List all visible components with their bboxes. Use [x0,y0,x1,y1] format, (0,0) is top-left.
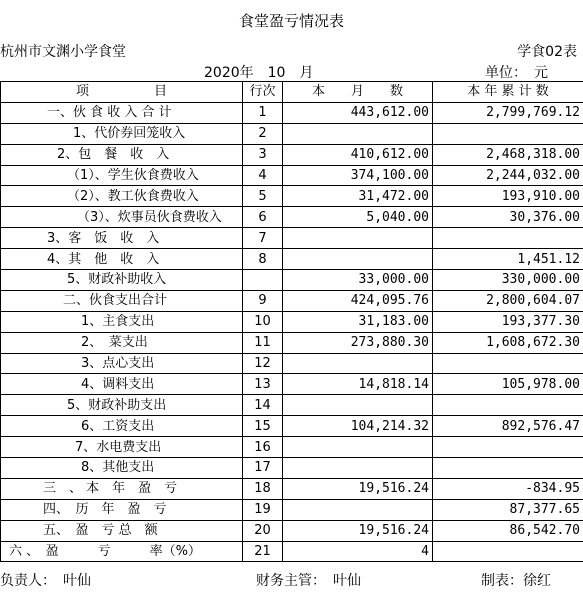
row-year-value: 30,376.00 [433,207,583,228]
unit-label: 单位： 元 [485,65,548,81]
row-year-value [433,228,583,249]
organization-name: 杭州市文渊小学食堂 [0,44,126,60]
form-code: 学食02表 [517,44,577,60]
row-number: 10 [243,311,283,332]
row-number: 9 [243,290,283,311]
row-item-label: 四、 历 年 盈 亏 [1,499,243,520]
column-header-year: 本 年 累 计 数 [433,82,583,103]
row-year-value [433,541,583,562]
row-item-label: 8、其他支出 [1,458,243,479]
row-item-label: 二、伙食支出合计 [1,290,243,311]
row-year-value: 2,244,032.00 [433,165,583,186]
row-month-value [283,249,433,270]
row-item-label: （2）、教工伙食费收入 [1,186,243,207]
row-item-label: 1、代价券回笼收入 [1,123,243,144]
row-item-label: 4、其 他 收 入 [1,249,243,270]
table-row [1,270,583,291]
row-month-value [283,458,433,479]
row-number: 7 [243,228,283,249]
row-number: 8 [243,249,283,270]
row-item-label: 三 、 本 年 盈 亏 [1,478,243,499]
row-number: 18 [243,478,283,499]
table-row [1,186,583,207]
row-year-value: 86,542.70 [433,520,583,541]
row-month-value: 374,100.00 [283,165,433,186]
row-month-value [283,123,433,144]
report-date: 2020年 10 月 [204,65,314,81]
table-row [1,416,583,437]
row-item-label: 1、主食支出 [1,311,243,332]
table-row [1,374,583,395]
report-title: 食堂盈亏情况表 [238,12,344,30]
row-item-label: 六 、 盈 亏 率（%） [1,541,243,562]
table-row [1,290,583,311]
table-row [1,541,583,562]
row-year-value: 1,451.12 [433,249,583,270]
row-number: 11 [243,332,283,353]
responsible-person: 负责人： 叶仙 [0,573,91,589]
row-number: 13 [243,374,283,395]
table-row [1,478,583,499]
row-month-value: 4 [283,541,433,562]
row-number: 17 [243,458,283,479]
row-year-value: 193,910.00 [433,186,583,207]
row-year-value: 1,608,672.30 [433,332,583,353]
table-row [1,458,583,479]
table-row [1,395,583,416]
row-year-value: 2,799,769.12 [433,102,583,123]
finance-supervisor: 财务主管： 叶仙 [256,573,361,589]
row-month-value [283,499,433,520]
row-item-label: 五、 盈 亏 总 额 [1,520,243,541]
row-month-value: 410,612.00 [283,144,433,165]
row-number: 1 [243,102,283,123]
table-row [1,207,583,228]
row-number: 4 [243,165,283,186]
row-number: 21 [243,541,283,562]
table-row [1,144,583,165]
table-row [1,123,583,144]
row-year-value: -834.95 [433,478,583,499]
row-month-value: 33,000.00 [283,270,433,291]
row-year-value: 892,576.47 [433,416,583,437]
row-item-label: （1）、学生伙食费收入 [1,165,243,186]
row-item-label: 2、包 餐 收 入 [1,144,243,165]
row-item-label: 5、财政补助支出 [1,395,243,416]
row-year-value [433,395,583,416]
row-month-value: 19,516.24 [283,520,433,541]
table-row [1,332,583,353]
row-month-value: 14,818.14 [283,374,433,395]
row-month-value: 31,183.00 [283,311,433,332]
table-row [1,102,583,123]
row-number [243,270,283,291]
row-number: 19 [243,499,283,520]
row-item-label: 5、财政补助收入 [1,270,243,291]
row-item-label: 2、 菜支出 [1,332,243,353]
row-number: 5 [243,186,283,207]
row-month-value: 19,516.24 [283,478,433,499]
row-number: 15 [243,416,283,437]
column-header-item: 项 目 [1,82,243,103]
table-row [1,353,583,374]
table-row [1,249,583,270]
row-number: 14 [243,395,283,416]
row-month-value: 443,612.00 [283,102,433,123]
row-number: 16 [243,437,283,458]
table-row [1,520,583,541]
row-number: 20 [243,520,283,541]
row-number: 2 [243,123,283,144]
row-month-value [283,437,433,458]
row-item-label: 3、客 饭 收 入 [1,228,243,249]
row-year-value: 87,377.65 [433,499,583,520]
row-year-value [433,458,583,479]
row-month-value: 104,214.32 [283,416,433,437]
row-number: 12 [243,353,283,374]
row-item-label: 7、水电费支出 [1,437,243,458]
table-row [1,165,583,186]
row-item-label: 一、伙 食 收 入 合 计 [1,102,243,123]
row-number: 6 [243,207,283,228]
row-year-value: 2,468,318.00 [433,144,583,165]
row-year-value [433,437,583,458]
table-row [1,499,583,520]
row-year-value: 2,800,604.07 [433,290,583,311]
row-year-value [433,123,583,144]
row-month-value: 424,095.76 [283,290,433,311]
row-month-value [283,395,433,416]
row-item-label: 6、工资支出 [1,416,243,437]
row-month-value [283,353,433,374]
row-year-value: 105,978.00 [433,374,583,395]
row-item-label: （3）、炊事员伙食费收入 [1,207,243,228]
row-month-value [283,228,433,249]
row-month-value: 5,040.00 [283,207,433,228]
table-header-row [1,82,583,103]
table-preparer: 制表：徐红 [481,573,551,589]
row-month-value: 273,880.30 [283,332,433,353]
profit-loss-table [0,81,583,562]
row-year-value: 193,377.30 [433,311,583,332]
row-year-value [433,353,583,374]
row-year-value: 330,000.00 [433,270,583,291]
row-number: 3 [243,144,283,165]
table-row [1,437,583,458]
column-header-row-no: 行次 [243,82,283,103]
column-header-month: 本 月 数 [283,82,433,103]
table-row [1,228,583,249]
table-row [1,311,583,332]
row-item-label: 4、调料支出 [1,374,243,395]
row-item-label: 3、点心支出 [1,353,243,374]
row-month-value: 31,472.00 [283,186,433,207]
